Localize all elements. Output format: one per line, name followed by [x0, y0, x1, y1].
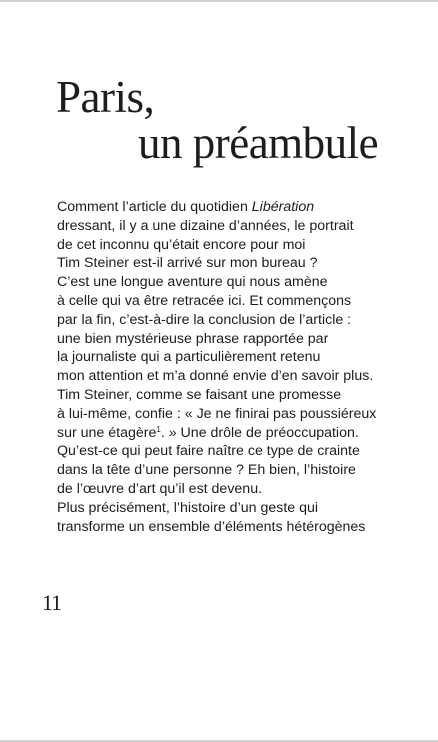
body-line: Tim Steiner, comme se faisant une promesse — [57, 386, 342, 403]
body-line — [57, 198, 427, 217]
footnote-marker: 1 — [156, 424, 161, 434]
body-line: Tim Steiner est-il arrivé sur mon bureau ? — [57, 255, 318, 272]
chapter-title-line-2: un préambule — [138, 118, 379, 168]
newspaper-title: Libération — [251, 199, 315, 215]
body-paragraph — [57, 198, 427, 536]
body-line: de l’œuvre d’art qu’il est devenu. — [57, 480, 263, 497]
body-line: à lui-même, confie : « Je ne finirai pas poussiéreux — [57, 405, 377, 422]
body-line: mon attention et m’a donné envie d’en savoir plus. — [57, 368, 374, 385]
body-text-segment: sur une étagère — [57, 424, 157, 441]
body-line: la journaliste qui a particulièrement retenu — [57, 349, 321, 366]
body-line: à celle qui va être retracée ici. Et commençons — [57, 292, 352, 309]
body-line: Qu’est-ce qui peut faire naître ce type de crainte — [57, 443, 360, 460]
body-line: par la fin, c’est-à-dire la conclusion de l’article : — [57, 311, 352, 328]
body-line: transforme un ensemble d’éléments hétérogènes — [57, 518, 366, 535]
body-line: de cet inconnu qu’était encore pour moi — [57, 236, 306, 253]
body-line: dans la tête d’une personne ? Eh bien, l’histoire — [57, 462, 356, 479]
body-line: C’est une longue aventure qui nous amène — [57, 274, 328, 291]
body-text-segment: Comment l’article du quotidien — [57, 199, 252, 215]
body-text-segment: . » Une drôle de préoccupation. — [160, 424, 359, 441]
body-line — [57, 424, 427, 443]
body-line: dressant, il y a une dizaine d’années, le portrait — [57, 217, 354, 234]
chapter-title-line-1: Paris, — [56, 72, 155, 122]
page-number: 11 — [42, 590, 62, 615]
body-line: une bien mystérieuse phrase rapportée par — [57, 330, 329, 347]
body-line: Plus précisément, l’histoire d’un geste qui — [57, 499, 319, 516]
